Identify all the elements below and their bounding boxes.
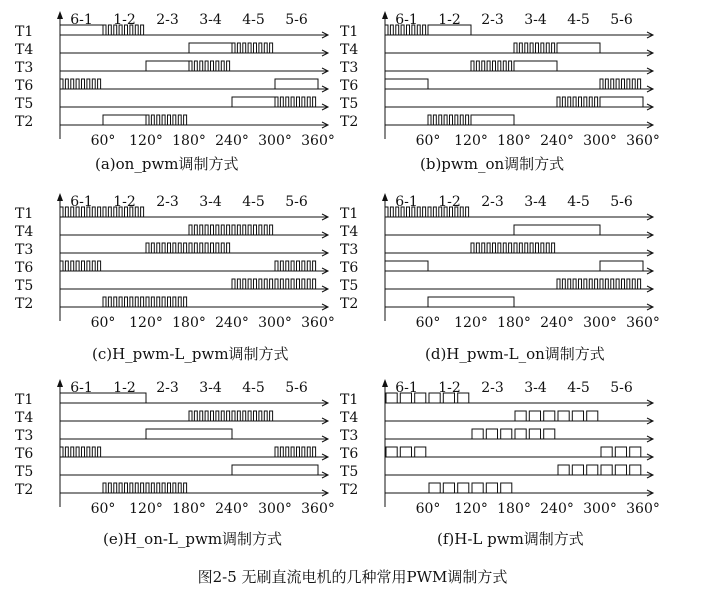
channel-label-t1: T1 [15,392,34,408]
angle-tick-label: 180° [172,133,206,149]
channel-label-t6: T6 [15,78,34,94]
angle-tick-label: 300° [583,133,617,149]
angle-tick-label: 60° [90,501,116,517]
channel-label-t4: T4 [15,224,34,240]
segment-label: 2-3 [156,12,179,28]
channel-label-t1: T1 [340,24,359,40]
channel-label-t3: T3 [15,242,34,258]
conduction-pulse [103,115,146,125]
angle-tick-label: 60° [415,501,441,517]
segment-label: 1-2 [113,12,136,28]
channel-label-t3: T3 [340,60,359,76]
angle-tick-label: 240° [215,133,249,149]
segment-label: 1-2 [113,380,136,396]
figure-caption [0,566,705,587]
segment-label: 5-6 [610,194,633,210]
conduction-pulse [471,115,514,125]
wide-pwm-pulse-train [558,465,641,475]
channel-label-t5: T5 [340,278,359,294]
angle-tick-label: 180° [172,315,206,331]
angle-tick-label: 60° [415,133,441,149]
vertical-axis-arrow [382,379,388,387]
panel-b-caption: (b)pwm_on调制方式 [420,155,565,173]
panel-a-caption: (a)on_pwm调制方式 [95,155,239,173]
angle-tick-label: 240° [215,501,249,517]
channel-label-t5: T5 [340,464,359,480]
angle-tick-label: 360° [301,501,335,517]
segment-label: 5-6 [285,12,308,28]
angle-tick-label: 240° [540,133,574,149]
angle-tick-label: 240° [215,315,249,331]
angle-tick-label: 360° [301,315,335,331]
panel-f [340,379,660,517]
vertical-axis-arrow [382,193,388,201]
vertical-axis-arrow [382,11,388,19]
vertical-axis-arrow [57,193,63,201]
segment-label: 4-5 [242,380,265,396]
segment-label: 6-1 [395,194,418,210]
channel-label-t2: T2 [340,482,359,498]
angle-tick-label: 240° [540,315,574,331]
channel-label-t3: T3 [340,242,359,258]
segment-label: 5-6 [285,380,308,396]
angle-tick-label: 120° [129,501,163,517]
channel-label-t4: T4 [340,42,359,58]
pwm-pulse-train [428,115,469,125]
wide-pwm-pulse-train [515,411,598,421]
channel-label-t5: T5 [15,96,34,112]
segment-label: 5-6 [285,194,308,210]
channel-label-t1: T1 [15,24,34,40]
conduction-pulse [600,97,643,107]
conduction-pulse [232,97,275,107]
angle-tick-label: 360° [626,501,660,517]
segment-label: 6-1 [70,12,93,28]
angle-tick-label: 180° [497,315,531,331]
pwm-pulse-train [60,447,101,457]
pwm-pulse-train [189,411,273,421]
pwm-pulse-train [189,225,273,235]
channel-label-t4: T4 [15,410,34,426]
pwm-pulse-train [60,261,101,271]
channel-label-t3: T3 [15,60,34,76]
segment-label: 2-3 [481,12,504,28]
conduction-pulse [385,79,428,89]
pwm-pulse-train [146,115,187,125]
conduction-pulse [146,429,232,439]
segment-label: 1-2 [438,12,461,28]
pwm-pulse-train [103,483,187,493]
angle-tick-label: 360° [626,133,660,149]
segment-label: 1-2 [438,194,461,210]
figure-number: 图2-5 [197,568,237,586]
conduction-pulse [385,261,428,271]
angle-tick-label: 120° [129,315,163,331]
angle-tick-label: 300° [258,133,292,149]
angle-tick-label: 180° [172,501,206,517]
angle-tick-label: 60° [90,133,116,149]
pwm-pulse-train [471,243,555,253]
channel-label-t1: T1 [15,206,34,222]
angle-tick-label: 300° [583,315,617,331]
channel-label-t5: T5 [15,464,34,480]
pwm-pulse-train [232,279,316,289]
pwm-pulse-train [146,243,230,253]
channel-label-t6: T6 [340,260,359,276]
angle-tick-label: 300° [258,501,292,517]
segment-label: 6-1 [70,194,93,210]
angle-tick-label: 240° [540,501,574,517]
channel-label-t6: T6 [340,446,359,462]
pwm-pulse-train [471,61,512,71]
segment-label: 1-2 [438,380,461,396]
segment-label: 4-5 [567,194,590,210]
segment-label: 4-5 [567,380,590,396]
segment-label: 3-4 [524,194,547,210]
panel-b [340,11,660,149]
pwm-pulse-train [600,79,641,89]
segment-label: 6-1 [70,380,93,396]
panel-c-caption: (c)H_pwm-L_pwm调制方式 [92,345,289,363]
panel-f-caption: (f)H-L pwm调制方式 [437,530,584,548]
channel-label-t4: T4 [340,224,359,240]
angle-tick-label: 300° [583,501,617,517]
segment-label: 6-1 [395,12,418,28]
channel-label-t5: T5 [340,96,359,112]
segment-label: 2-3 [481,194,504,210]
channel-label-t2: T2 [15,482,34,498]
segment-label: 3-4 [524,380,547,396]
pwm-pulse-train [60,79,101,89]
channel-label-t2: T2 [15,114,34,130]
channel-label-t3: T3 [15,428,34,444]
segment-label: 2-3 [481,380,504,396]
angle-tick-label: 120° [454,501,488,517]
segment-label: 4-5 [567,12,590,28]
conduction-pulse [514,61,557,71]
channel-label-t2: T2 [15,296,34,312]
segment-label: 1-2 [113,194,136,210]
conduction-pulse [557,43,600,53]
angle-tick-label: 120° [454,315,488,331]
channel-label-t4: T4 [340,410,359,426]
channel-label-t2: T2 [340,296,359,312]
segment-label: 5-6 [610,12,633,28]
angle-tick-label: 120° [454,133,488,149]
segment-label: 6-1 [395,380,418,396]
angle-tick-label: 180° [497,133,531,149]
channel-label-t4: T4 [15,42,34,58]
pwm-pulse-train [514,43,555,53]
segment-label: 4-5 [242,194,265,210]
angle-tick-label: 60° [415,315,441,331]
pwm-pulse-train [103,297,187,307]
channel-label-t3: T3 [340,428,359,444]
angle-tick-label: 120° [129,133,163,149]
panel-c [15,193,335,331]
wide-pwm-pulse-train [429,483,512,493]
conduction-pulse [600,261,643,271]
pwm-pulse-train [557,279,641,289]
conduction-pulse [428,297,514,307]
conduction-pulse [232,465,318,475]
conduction-pulse [146,61,189,71]
angle-tick-label: 360° [626,315,660,331]
pwm-pulse-train [189,61,230,71]
vertical-axis-arrow [57,11,63,19]
conduction-pulse [275,79,318,89]
angle-tick-label: 300° [258,315,292,331]
channel-label-t6: T6 [15,260,34,276]
pwm-pulse-train [557,97,598,107]
pwm-pulse-train [275,447,316,457]
panel-d [340,193,660,331]
channel-label-t1: T1 [340,206,359,222]
channel-label-t1: T1 [340,392,359,408]
segment-label: 3-4 [199,380,222,396]
conduction-pulse [189,43,232,53]
segment-label: 3-4 [199,194,222,210]
angle-tick-label: 180° [497,501,531,517]
wide-pwm-pulse-train [472,429,555,439]
segment-label: 3-4 [199,12,222,28]
segment-label: 3-4 [524,12,547,28]
channel-label-t6: T6 [15,446,34,462]
conduction-pulse [514,225,600,235]
panel-e-caption: (e)H_on-L_pwm调制方式 [103,530,283,548]
segment-label: 4-5 [242,12,265,28]
channel-label-t5: T5 [15,278,34,294]
vertical-axis-arrow [57,379,63,387]
wide-pwm-pulse-train [386,447,426,457]
angle-tick-label: 60° [90,315,116,331]
panel-d-caption: (d)H_pwm-L_on调制方式 [425,345,605,363]
panel-e [15,379,335,517]
pwm-pulse-train [275,97,316,107]
angle-tick-label: 360° [301,133,335,149]
segment-label: 5-6 [610,380,633,396]
pwm-pulse-train [232,43,273,53]
segment-label: 2-3 [156,380,179,396]
panel-a [15,11,335,149]
pwm-pulse-train [275,261,316,271]
channel-label-t2: T2 [340,114,359,130]
channel-label-t6: T6 [340,78,359,94]
segment-label: 2-3 [156,194,179,210]
wide-pwm-pulse-train [601,447,641,457]
figure-title: 无刷直流电机的几种常用PWM调制方式 [241,568,508,586]
